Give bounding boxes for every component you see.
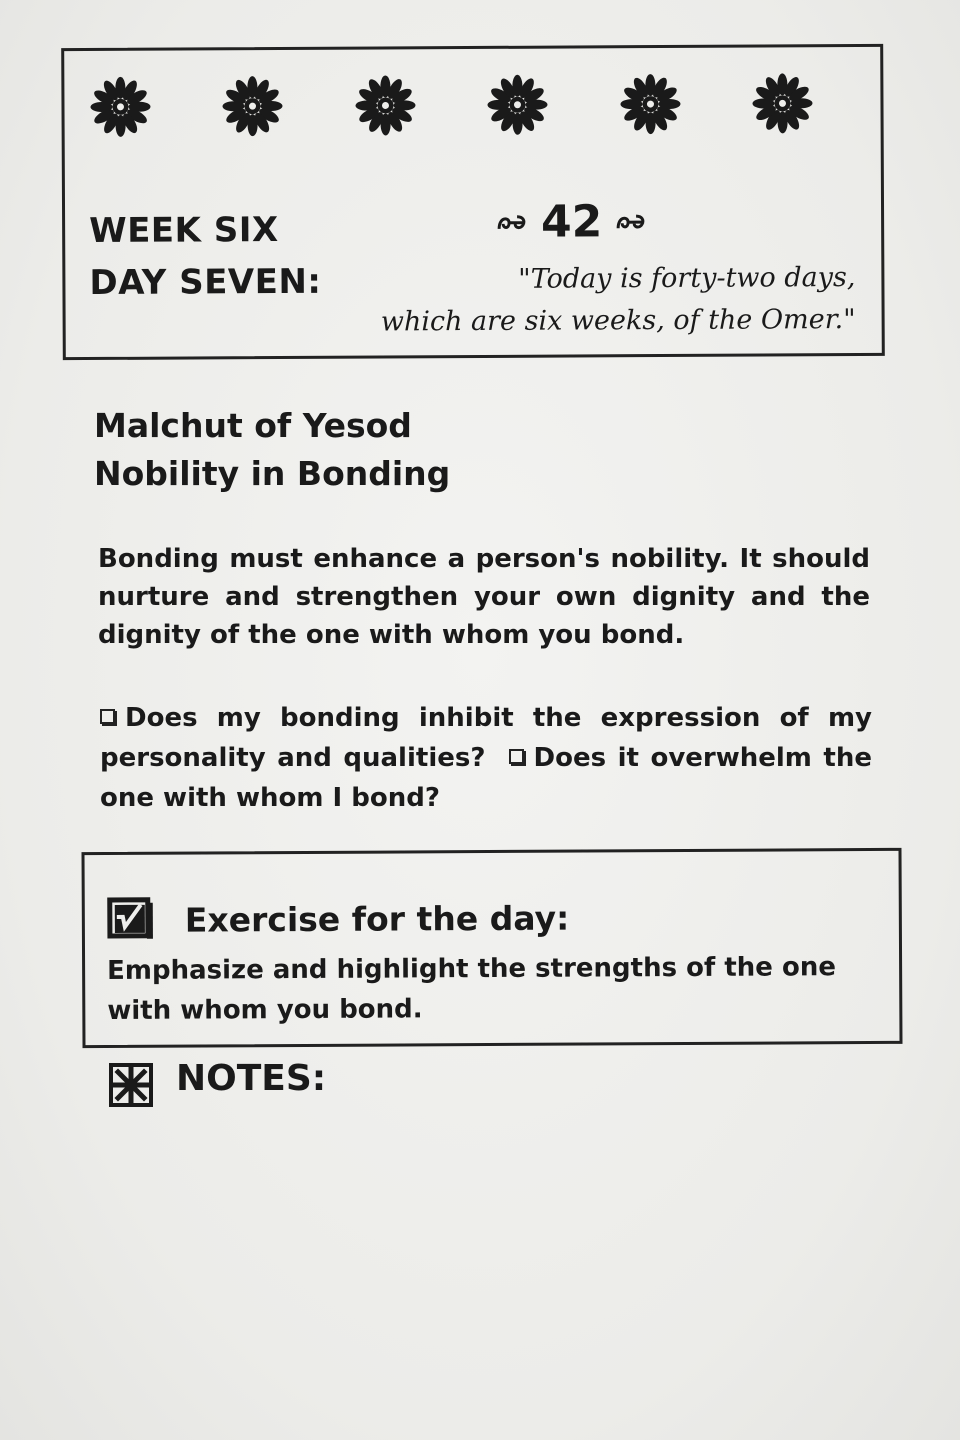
asterisk-flower-icon xyxy=(616,70,684,138)
asterisk-flower-icon xyxy=(748,69,816,137)
sefirah-title: Malchut of Yesod xyxy=(94,406,412,445)
day-label: DAY SEVEN: xyxy=(89,261,322,304)
checkbox-icon xyxy=(100,709,115,724)
reflection-questions xyxy=(100,698,872,818)
question-text: Does my bonding inhibit the expression of my personality and qualities? xyxy=(100,703,872,773)
scroll-ornament-icon xyxy=(614,210,648,234)
quote-line: "Today is forty-two days, xyxy=(518,261,856,295)
checkbox-icon xyxy=(509,749,524,764)
question-text: Does it overwhelm the one with whom I bond? xyxy=(100,743,873,813)
omer-blessing-quote xyxy=(295,257,855,344)
omer-day-count xyxy=(495,196,648,248)
section-title xyxy=(94,402,450,498)
checked-box-icon xyxy=(107,897,155,941)
asterisk-flower-icon xyxy=(219,72,287,140)
asterisk-box-icon xyxy=(108,1062,154,1108)
quote-line: which are six weeks, of the Omer." xyxy=(380,303,856,338)
exercise-box xyxy=(81,848,902,1048)
exercise-title: Exercise for the day: xyxy=(184,898,570,940)
flower-ornament-row xyxy=(86,69,816,141)
day-header-box xyxy=(61,44,885,360)
exercise-text: Emphasize and highlight the strengths of the one with whom you bond. xyxy=(107,952,837,1027)
theme-title: Nobility in Bonding xyxy=(94,454,451,493)
body-paragraph: Bonding must enhance a person's nobility. It should nurture and strengthen your own dignity and the dignity of the one with whom you bond. xyxy=(98,544,870,650)
notes-label: NOTES: xyxy=(176,1058,327,1099)
asterisk-flower-icon xyxy=(351,71,419,139)
day-number: 42 xyxy=(540,196,603,248)
asterisk-flower-icon xyxy=(483,71,551,139)
scroll-ornament-icon xyxy=(495,210,529,234)
week-label: WEEK SIX xyxy=(89,210,279,252)
asterisk-flower-icon xyxy=(86,73,154,141)
